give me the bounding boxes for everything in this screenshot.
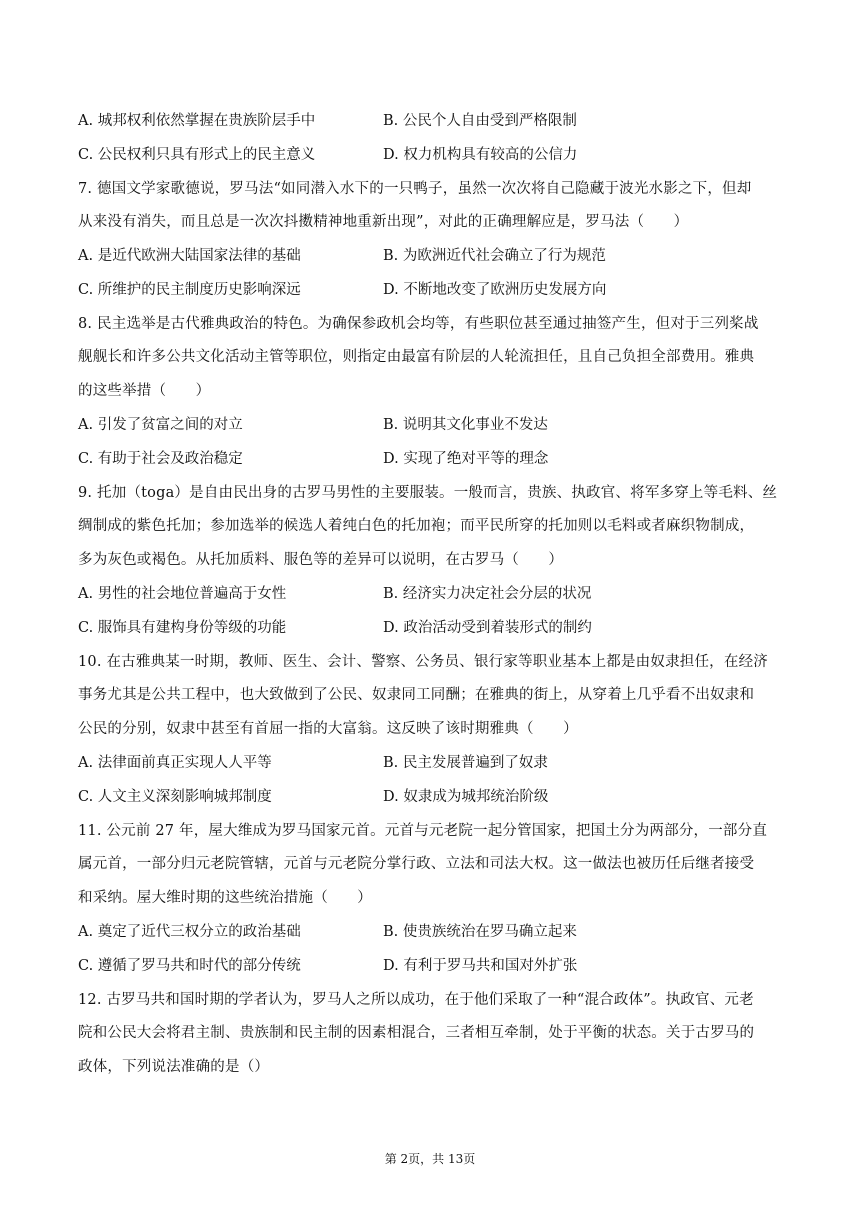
q11-option-c: C. 遵循了罗马共和时代的部分传统 (78, 958, 301, 974)
q11-option-a: A. 奠定了近代三权分立的政治基础 (78, 924, 301, 940)
option-d: D. 权力机构具有较高的公信力 (383, 147, 578, 163)
question-9-line-3: 多为灰色或褐色。从托加质料、服色等的差异可以说明，在古罗马（ ） (78, 552, 564, 568)
question-11-line-2: 属元首，一部分归元老院管辖，元首与元老院分掌行政、立法和司法大权。这一做法也被历任后继者接受 (78, 856, 755, 872)
option-a: A. 城邦权利依然掌握在贵族阶层手中 (78, 113, 316, 129)
question-12-line-3: 政体，下列说法准确的是（） (78, 1059, 270, 1075)
page-number-footer: 第 2页，共 13页 (384, 1152, 476, 1166)
q7-option-c: C. 所维护的民主制度历史影响深远 (78, 282, 301, 298)
question-9-line-1: 9. 托加（toga）是自由民出身的古罗马男性的主要服装。一般而言，贵族、执政官、将军多穿上等毛料、丝 (78, 485, 778, 501)
q9-option-a: A. 男性的社会地位普遍高于女性 (78, 586, 287, 602)
option-b: B. 公民个人自由受到严格限制 (383, 113, 577, 129)
q7-option-d: D. 不断地改变了欧洲历史发展方向 (383, 282, 607, 298)
question-10-line-2: 事务尤其是公共工程中，也大致做到了公民、奴隶同工同酬；在雅典的街上，从穿着上几乎看不出奴隶和 (78, 687, 755, 703)
q7-option-a: A. 是近代欧洲大陆国家法律的基础 (78, 248, 301, 264)
q8-option-a: A. 引发了贫富之间的对立 (78, 417, 243, 433)
option-c: C. 公民权利只具有形式上的民主意义 (78, 147, 316, 163)
q10-option-b: B. 民主发展普遍到了奴隶 (383, 755, 548, 771)
q8-option-b: B. 说明其文化事业不发达 (383, 417, 548, 433)
q9-option-b: B. 经济实力决定社会分层的状况 (383, 586, 592, 602)
question-8-line-3: 的这些举措（ ） (78, 383, 211, 399)
q10-option-d: D. 奴隶成为城邦统治阶级 (383, 789, 549, 805)
q9-option-c: C. 服饰具有建构身份等级的功能 (78, 620, 287, 636)
question-10-line-1: 10. 在古雅典某一时期，教师、医生、会计、警察、公务员、银行家等职业基本上都是由奴隶担任，在经济 (78, 654, 768, 670)
question-7-line-1: 7. 德国文学家歌德说，罗马法“如同潜入水下的一只鸭子，虽然一次次将自己隐藏于波光水影之下，但却 (78, 181, 752, 197)
q7-option-b: B. 为欧洲近代社会确立了行为规范 (383, 248, 606, 264)
q10-option-c: C. 人文主义深刻影响城邦制度 (78, 789, 272, 805)
q11-option-b: B. 使贵族统治在罗马确立起来 (383, 924, 577, 940)
question-8-line-2: 舰舰长和许多公共文化活动主管等职位，则指定由最富有阶层的人轮流担任，且自己负担全部费用。雅典 (78, 349, 755, 365)
q10-option-a: A. 法律面前真正实现人人平等 (78, 755, 272, 771)
question-11-line-1: 11. 公元前 27 年，屋大维成为罗马国家元首。元首与元老院一起分管国家，把国土分为两部分，一部分直 (78, 823, 768, 839)
question-12-line-1: 12. 古罗马共和国时期的学者认为，罗马人之所以成功，在于他们采取了一种“混合政体”。执政官、元老 (78, 992, 754, 1008)
question-7-line-2: 从来没有消失，而且总是一次次抖擞精神地重新出现”，对此的正确理解应是，罗马法（ ） (78, 214, 689, 230)
question-12-line-2: 院和公民大会将君主制、贵族制和民主制的因素相混合，三者相互牵制，处于平衡的状态。关于古罗马的 (78, 1025, 755, 1041)
q8-option-c: C. 有助于社会及政治稳定 (78, 451, 243, 467)
question-9-line-2: 绸制成的紫色托加；参加选举的候选人着纯白色的托加袍；而平民所穿的托加则以毛料或者麻织物制成， (78, 518, 755, 534)
q8-option-d: D. 实现了绝对平等的理念 (383, 451, 549, 467)
q9-option-d: D. 政治活动受到着装形式的制约 (383, 620, 592, 636)
question-8-line-1: 8. 民主选举是古代雅典政治的特色。为确保参政机会均等，有些职位甚至通过抽签产生，但对于三列桨战 (78, 316, 759, 332)
q11-option-d: D. 有利于罗马共和国对外扩张 (383, 958, 578, 974)
question-10-line-3: 公民的分别，奴隶中甚至有首屈一指的大富翁。这反映了该时期雅典（ ） (78, 721, 578, 737)
question-11-line-3: 和采纳。屋大维时期的这些统治措施（ ） (78, 890, 372, 906)
